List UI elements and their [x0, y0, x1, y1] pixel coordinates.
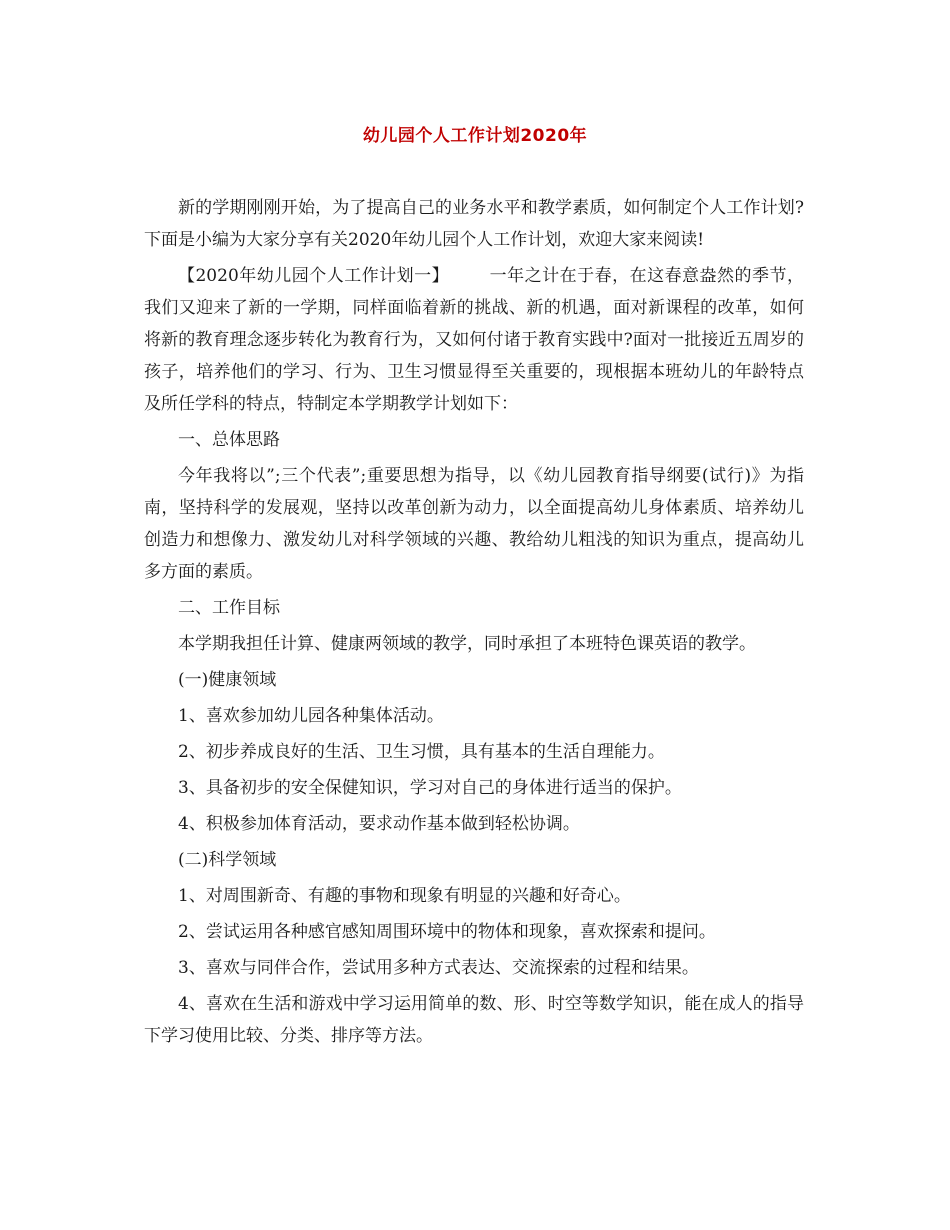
health-item-4: 4、积极参加体育活动，要求动作基本做到轻松协调。: [178, 814, 580, 834]
heading-work-goals: 二、工作目标: [178, 598, 280, 618]
section-paragraph: [144, 260, 804, 420]
science-item-1: 1、对周围新奇、有趣的事物和现象有明显的兴趣和好奇心。: [178, 886, 631, 906]
overall-idea-paragraph: 今年我将以”;三个代表”;重要思想为指导，以《幼儿园教育指导纲要(试行)》为指南，坚持科学的发展观，坚持以改革创新为动力，以全面提高幼儿身体素质、培养幼儿创造力和想像力、激发幼儿对科学领域的兴趣、教给幼儿粗浅的知识为重点，提高幼儿多方面的素质。: [144, 466, 804, 582]
science-item-2: 2、尝试运用各种感官感知周围环境中的物体和现象，喜欢探索和提问。: [178, 922, 716, 942]
intro-paragraph: 新的学期刚刚开始，为了提高自己的业务水平和教学素质，如何制定个人工作计划?下面是小编为大家分享有关2020年幼儿园个人工作计划，欢迎大家来阅读!: [144, 198, 804, 250]
subheading-science: (二)科学领域: [178, 850, 277, 870]
subheading-health: (一)健康领域: [178, 670, 277, 690]
document-body: [144, 192, 804, 1052]
science-item-4: 4、喜欢在生活和游戏中学习运用简单的数、形、时空等数学知识，能在成人的指导下学习使用比较、分类、排序等方法。: [144, 994, 804, 1046]
heading-overall-idea: 一、总体思路: [178, 430, 280, 450]
health-item-2: 2、初步养成良好的生活、卫生习惯，具有基本的生活自理能力。: [178, 742, 665, 762]
section-text: 一年之计在于春，在这春意盎然的季节，我们又迎来了新的一学期，同样面临着新的挑战、新的机遇，面对新课程的改革，如何将新的教育理念逐步转化为教育行为，又如何付诸于教育实践中?面对一批接近五周岁的孩子，培养他们的学习、行为、卫生习惯显得至关重要的，现根据本班幼儿的年龄特点及所任学科的特点，特制定本学期教学计划如下：: [144, 266, 805, 414]
document-title: 幼儿园个人工作计划2020年: [362, 126, 588, 146]
work-goals-paragraph: 本学期我担任计算、健康两领域的教学，同时承担了本班特色课英语的教学。: [178, 634, 756, 654]
section-heading: 【2020年幼儿园个人工作计划一】: [178, 266, 450, 286]
health-item-3: 3、具备初步的安全保健知识，学习对自己的身体进行适当的保护。: [178, 778, 682, 798]
health-item-1: 1、喜欢参加幼儿园各种集体活动。: [178, 706, 444, 726]
science-item-3: 3、喜欢与同伴合作，尝试用多种方式表达、交流探索的过程和结果。: [178, 958, 699, 978]
